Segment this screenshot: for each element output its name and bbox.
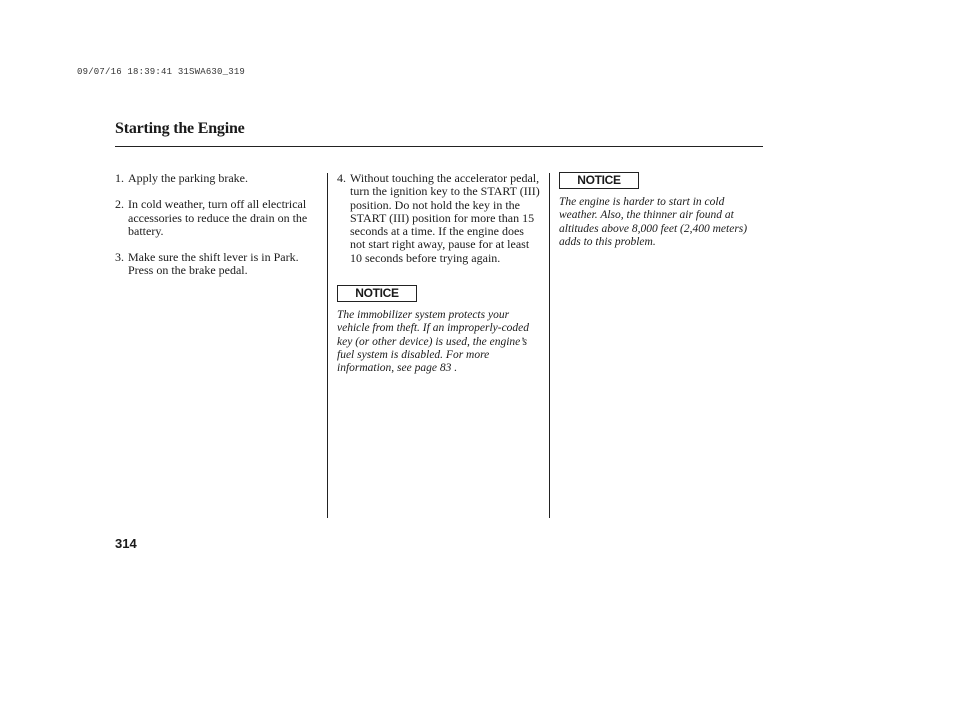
page-title: Starting the Engine [115,120,245,137]
print-timestamp: 09/07/16 18:39:41 31SWA630_319 [77,67,246,77]
step-text: In cold weather, turn off all electrical accessories to reduce the drain on the battery. [128,197,308,238]
step-number: 4. [337,171,346,185]
step-3 [115,251,315,278]
notice-label: NOTICE [337,285,417,302]
step-text: Make sure the shift lever is in Park. Press on the brake pedal. [128,250,299,278]
column-right [559,172,763,249]
step-2 [115,198,315,238]
page-number: 314 [115,536,137,551]
title-divider [115,146,763,147]
column-divider [327,173,328,518]
column-divider [549,173,550,518]
step-1 [115,172,315,185]
step-number: 2. [115,197,124,212]
column-middle [337,172,541,376]
column-left [115,172,315,291]
step-text: Apply the parking brake. [128,171,248,185]
notice-label: NOTICE [559,172,639,189]
step-number: 3. [115,250,124,265]
step-text: Without touching the accelerator pedal, turn the ignition key to the START (III) position. Do not hold the key in the START (III) position for more than 15 seconds at a time. If the engine does not start right away, pause for at least 10 seconds before trying again. [350,171,540,265]
notice-text-immobilizer: The immobilizer system protects your vehicle from theft. If an improperly-coded key (or other device) is used, the engine’s fuel system is disabled. For more information, see page 83 . [337,309,530,375]
step-4 [337,172,541,265]
step-number: 1. [115,171,124,185]
notice-text-cold-weather: The engine is harder to start in cold weather. Also, the thinner air found at altitudes above 8,000 feet (2,400 meters) adds to this problem. [559,196,748,248]
